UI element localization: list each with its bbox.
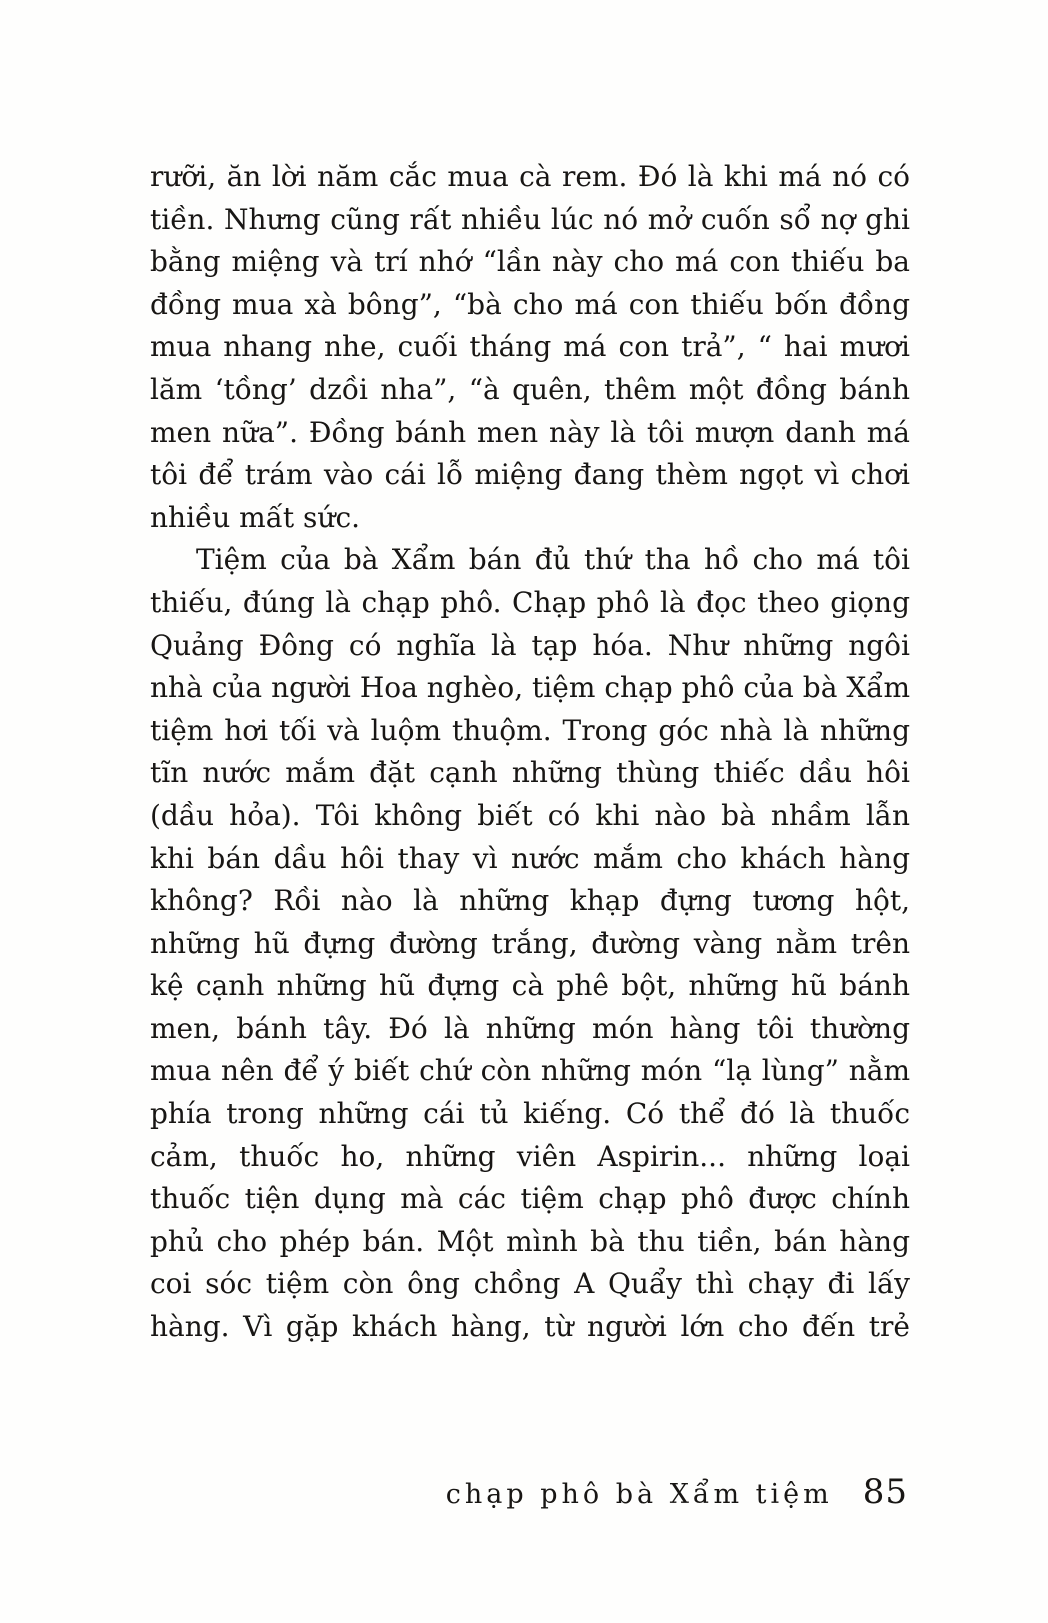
text-line: Tiệm của bà Xẩm bán đủ thứ tha hồ cho má tôi [196, 543, 910, 577]
text-line: men nữa”. Đồng bánh men này là tôi mượn danh má [150, 415, 910, 449]
text-line: (dầu hỏa). Tôi không biết có khi nào bà nhầm lẫn [150, 798, 910, 832]
text-line: hàng. Vì gặp khách hàng, từ người lớn cho đến trẻ [150, 1310, 910, 1344]
text-line: những hũ đựng đường trắng, đường vàng nằm trên [150, 926, 910, 960]
text-line: tiệm hơi tối và luộm thuộm. Trong góc nhà là những [150, 713, 910, 747]
text-line: khi bán dầu hôi thay vì nước mắm cho khách hàng [150, 841, 910, 875]
text-line: tiền. Nhưng cũng rất nhiều lúc nó mở cuốn sổ nợ ghi [150, 202, 910, 236]
text-line: thuốc tiện dụng mà các tiệm chạp phô được chính [150, 1182, 910, 1216]
text-line: tôi để trám vào cái lỗ miệng đang thèm ngọt vì chơi [150, 458, 910, 492]
text-line: kệ cạnh những hũ đựng cà phê bột, những hũ bánh [150, 969, 910, 1003]
running-title: chạp phô bà Xẩm tiệm [445, 1479, 833, 1510]
paragraph [150, 156, 910, 539]
page-footer [446, 1472, 908, 1512]
text-line: phía trong những cái tủ kiếng. Có thể đó là thuốc [150, 1097, 910, 1131]
text-line: đồng mua xà bông”, “bà cho má con thiếu bốn đồng [150, 287, 910, 321]
text-line: lăm ‘tồng’ dzồi nha”, “à quên, thêm một đồng bánh [150, 372, 910, 406]
text-line: phủ cho phép bán. Một mình bà thu tiền, bán hàng [150, 1224, 910, 1258]
text-line: tĩn nước mắm đặt cạnh những thùng thiếc dầu hôi [150, 756, 910, 790]
text-line: bằng miệng và trí nhớ “lần này cho má con thiếu ba [150, 245, 910, 279]
text-line: mua nhang nhe, cuối tháng má con trả”, “ hai mươi [150, 330, 910, 364]
text-line: cảm, thuốc ho, những viên Aspirin... những loại [150, 1139, 910, 1173]
text-line: nhà của người Hoa nghèo, tiệm chạp phô của bà Xẩm [150, 671, 910, 705]
text-block [150, 156, 910, 1349]
page-number: 85 [862, 1472, 908, 1512]
text-line: Quảng Đông có nghĩa là tạp hóa. Như những ngôi [150, 628, 910, 662]
paragraph [150, 539, 910, 1348]
text-line: mua nên để ý biết chứ còn những món “lạ lùng” nằm [150, 1054, 910, 1088]
text-line: rưỡi, ăn lời năm cắc mua cà rem. Đó là khi má nó có [150, 160, 910, 193]
text-line: coi sóc tiệm còn ông chồng A Quẩy thì chạy đi lấy [150, 1267, 910, 1301]
text-line: thiếu, đúng là chạp phô. Chạp phô là đọc theo giọng [150, 585, 910, 619]
text-line: nhiều mất sức. [150, 500, 361, 534]
text-line: không? Rồi nào là những khạp đựng tương hột, [150, 884, 910, 918]
text-line: men, bánh tây. Đó là những món hàng tôi thường [150, 1011, 910, 1045]
